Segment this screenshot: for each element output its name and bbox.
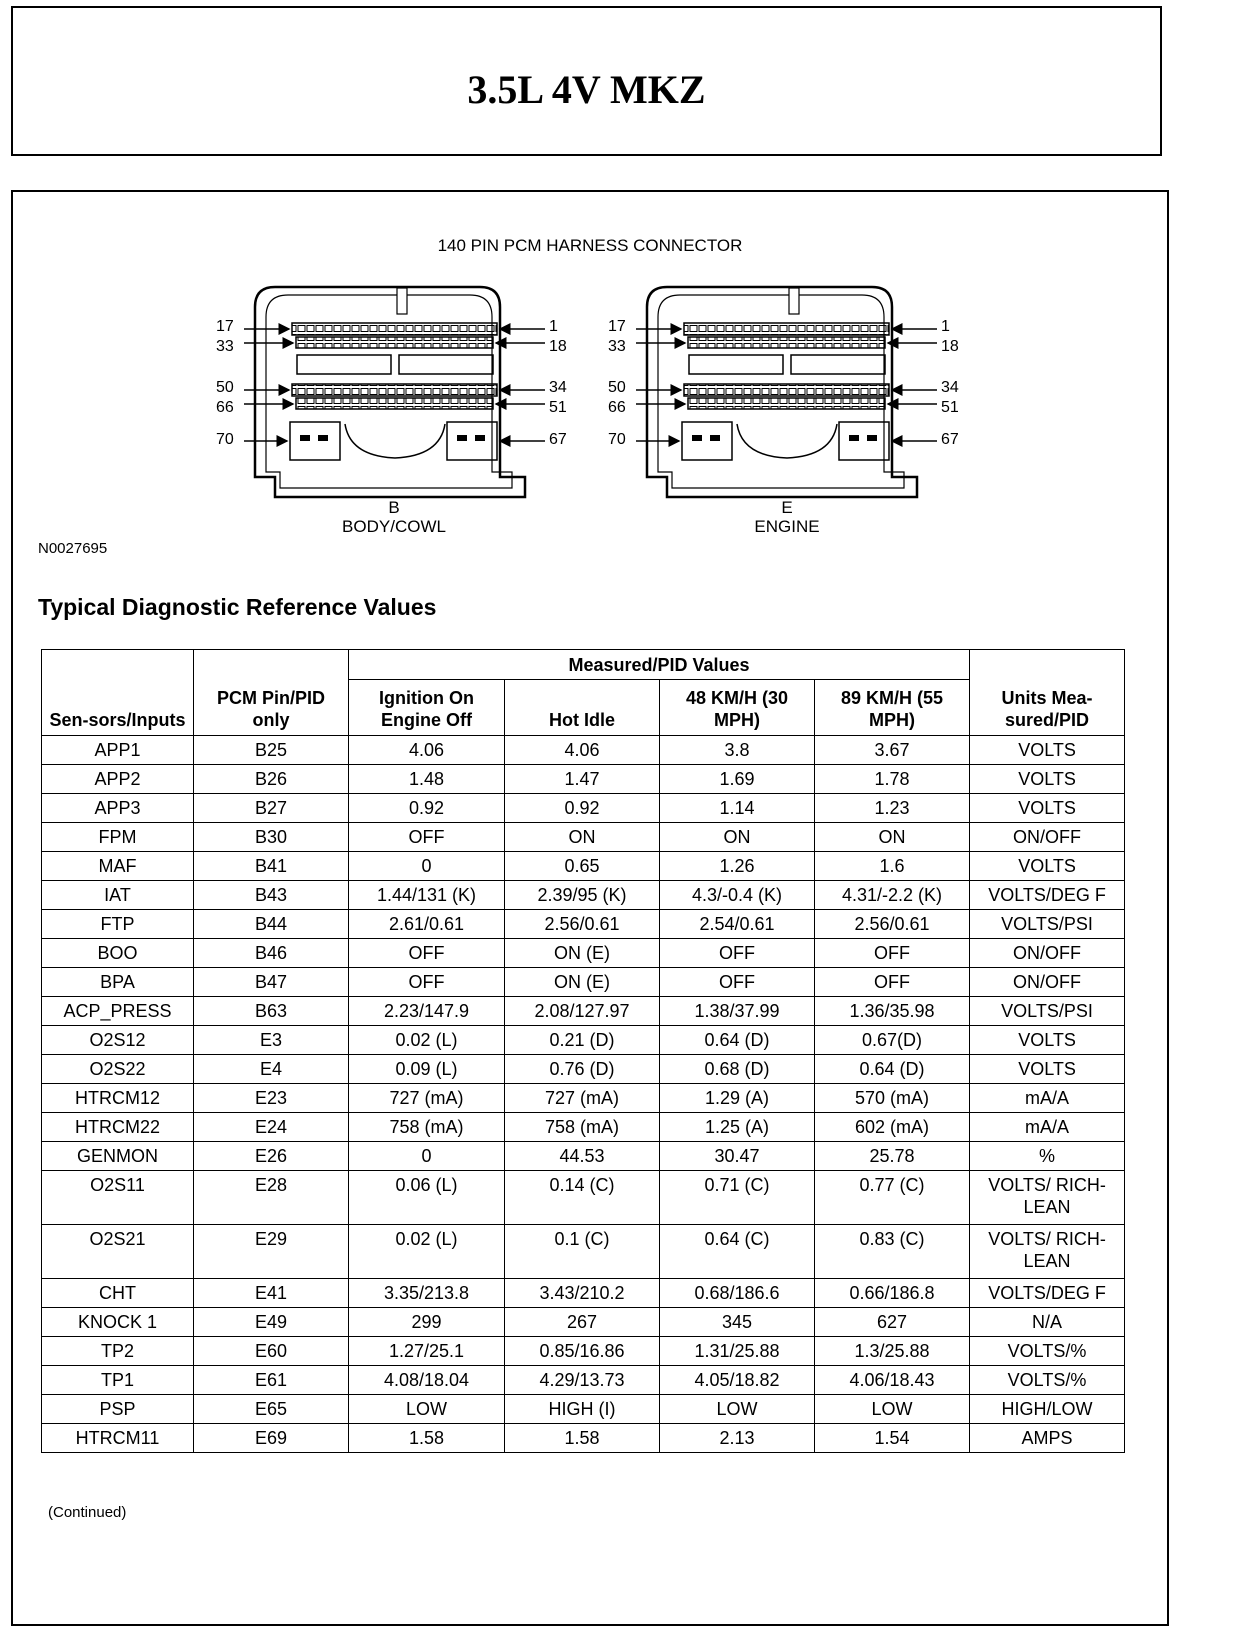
header-pcm-pin: PCM Pin/PID only [194, 650, 349, 736]
cell-sensor: KNOCK 1 [42, 1308, 194, 1337]
table-body [42, 736, 1125, 1453]
cell-hot-idle: 0.76 (D) [505, 1055, 660, 1084]
cell-89kmh: 25.78 [815, 1142, 970, 1171]
cell-ignition-on: 0.09 (L) [349, 1055, 505, 1084]
cell-48kmh: 2.13 [660, 1424, 815, 1453]
cell-pin: E41 [194, 1279, 349, 1308]
table-row [42, 881, 1125, 910]
cell-ignition-on: 299 [349, 1308, 505, 1337]
table-row [42, 1055, 1125, 1084]
pin-label: 34 [549, 379, 567, 396]
cell-units: VOLTS [970, 1026, 1125, 1055]
table-row [42, 823, 1125, 852]
cell-pin: B30 [194, 823, 349, 852]
cell-ignition-on: OFF [349, 823, 505, 852]
cell-ignition-on: 0 [349, 852, 505, 881]
pin-label: 50 [216, 379, 234, 396]
cell-pin: B27 [194, 794, 349, 823]
cell-units: % [970, 1142, 1125, 1171]
cell-sensor: BOO [42, 939, 194, 968]
cell-ignition-on: OFF [349, 939, 505, 968]
cell-pin: E3 [194, 1026, 349, 1055]
pin-label: 70 [216, 431, 234, 448]
cell-hot-idle: 0.14 (C) [505, 1171, 660, 1225]
cell-48kmh: 0.64 (C) [660, 1225, 815, 1279]
cell-sensor: HTRCM11 [42, 1424, 194, 1453]
cell-sensor: TP2 [42, 1337, 194, 1366]
cell-48kmh: 1.26 [660, 852, 815, 881]
cell-units: VOLTS/PSI [970, 910, 1125, 939]
cell-hot-idle: 0.92 [505, 794, 660, 823]
pin-label: 66 [216, 399, 234, 416]
cell-ignition-on: 0.02 (L) [349, 1026, 505, 1055]
cell-units: VOLTS/DEG F [970, 1279, 1125, 1308]
cell-pin: E60 [194, 1337, 349, 1366]
cell-48kmh: 1.69 [660, 765, 815, 794]
cell-48kmh: 2.54/0.61 [660, 910, 815, 939]
table-row [42, 1424, 1125, 1453]
cell-48kmh: 1.14 [660, 794, 815, 823]
table-row [42, 1279, 1125, 1308]
cell-pin: B25 [194, 736, 349, 765]
cell-pin: E61 [194, 1366, 349, 1395]
cell-hot-idle: 4.06 [505, 736, 660, 765]
cell-sensor: O2S22 [42, 1055, 194, 1084]
pin-label: 51 [941, 399, 959, 416]
page-title: 3.5L 4V MKZ [467, 67, 706, 112]
table-row [42, 1084, 1125, 1113]
pin-label: 33 [608, 338, 626, 355]
cell-89kmh: 1.23 [815, 794, 970, 823]
table-row [42, 794, 1125, 823]
cell-ignition-on: 0.02 (L) [349, 1225, 505, 1279]
cell-48kmh: 3.8 [660, 736, 815, 765]
cell-units: VOLTS/PSI [970, 997, 1125, 1026]
cell-units: VOLTS [970, 1055, 1125, 1084]
cell-hot-idle: 0.85/16.86 [505, 1337, 660, 1366]
cell-sensor: IAT [42, 881, 194, 910]
cell-hot-idle: ON [505, 823, 660, 852]
cell-89kmh: 1.6 [815, 852, 970, 881]
cell-sensor: HTRCM22 [42, 1113, 194, 1142]
cell-89kmh: 0.67(D) [815, 1026, 970, 1055]
cell-48kmh: 0.68 (D) [660, 1055, 815, 1084]
cell-ignition-on: 1.58 [349, 1424, 505, 1453]
header-units: Units Mea-sured/PID [970, 650, 1125, 736]
cell-ignition-on: 758 (mA) [349, 1113, 505, 1142]
cell-48kmh: 1.29 (A) [660, 1084, 815, 1113]
cell-89kmh: 570 (mA) [815, 1084, 970, 1113]
cell-sensor: O2S12 [42, 1026, 194, 1055]
table-row [42, 997, 1125, 1026]
pin-label: 1 [549, 318, 558, 335]
table-row [42, 1337, 1125, 1366]
cell-units: ON/OFF [970, 939, 1125, 968]
cell-sensor: O2S21 [42, 1225, 194, 1279]
table-row [42, 852, 1125, 881]
pin-label: 18 [549, 338, 567, 355]
cell-89kmh: OFF [815, 968, 970, 997]
cell-89kmh: OFF [815, 939, 970, 968]
pin-label: 1 [941, 318, 950, 335]
cell-hot-idle: 0.65 [505, 852, 660, 881]
cell-hot-idle: ON (E) [505, 968, 660, 997]
cell-hot-idle: 267 [505, 1308, 660, 1337]
header-89kmh: 89 KM/H (55 MPH) [815, 680, 970, 736]
connector-e-letter: E [781, 498, 793, 517]
cell-pin: B26 [194, 765, 349, 794]
cell-pin: E23 [194, 1084, 349, 1113]
cell-89kmh: 1.54 [815, 1424, 970, 1453]
cell-pin: B43 [194, 881, 349, 910]
cell-units: VOLTS/% [970, 1366, 1125, 1395]
pin-label: 18 [941, 338, 959, 355]
table-row [42, 1308, 1125, 1337]
cell-ignition-on: 0 [349, 1142, 505, 1171]
connector-e-name: ENGINE [754, 517, 820, 536]
connector-e-label [707, 498, 867, 536]
figure-id: N0027695 [38, 540, 108, 557]
cell-pin: B47 [194, 968, 349, 997]
cell-sensor: HTRCM12 [42, 1084, 194, 1113]
cell-sensor: APP3 [42, 794, 194, 823]
diagram-title: 140 PIN PCM HARNESS CONNECTOR [437, 236, 743, 255]
cell-89kmh: LOW [815, 1395, 970, 1424]
cell-hot-idle: HIGH (I) [505, 1395, 660, 1424]
cell-89kmh: 1.78 [815, 765, 970, 794]
cell-hot-idle: 44.53 [505, 1142, 660, 1171]
pin-label: 67 [941, 431, 959, 448]
cell-units: VOLTS/% [970, 1337, 1125, 1366]
cell-sensor: APP1 [42, 736, 194, 765]
cell-sensor: CHT [42, 1279, 194, 1308]
table-row [42, 1171, 1125, 1225]
cell-ignition-on: 4.06 [349, 736, 505, 765]
connector-engine-body-outline [636, 287, 937, 497]
connector-b-letter: B [388, 498, 400, 517]
cell-units: mA/A [970, 1084, 1125, 1113]
cell-89kmh: 4.06/18.43 [815, 1366, 970, 1395]
cell-sensor: FPM [42, 823, 194, 852]
cell-pin: E29 [194, 1225, 349, 1279]
cell-48kmh: LOW [660, 1395, 815, 1424]
cell-sensor: TP1 [42, 1366, 194, 1395]
cell-sensor: FTP [42, 910, 194, 939]
pin-label: 50 [608, 379, 626, 396]
cell-ignition-on: 4.08/18.04 [349, 1366, 505, 1395]
cell-units: VOLTS/ RICH-LEAN [970, 1225, 1125, 1279]
connector-b-label [314, 498, 474, 536]
cell-ignition-on: LOW [349, 1395, 505, 1424]
cell-ignition-on: 2.23/147.9 [349, 997, 505, 1026]
table-row [42, 1142, 1125, 1171]
cell-48kmh: 1.31/25.88 [660, 1337, 815, 1366]
cell-ignition-on: 1.48 [349, 765, 505, 794]
table-row [42, 1225, 1125, 1279]
cell-ignition-on: 1.27/25.1 [349, 1337, 505, 1366]
header-measured-pid-values: Measured/PID Values [349, 650, 970, 680]
pin-label: 67 [549, 431, 567, 448]
cell-hot-idle: 4.29/13.73 [505, 1366, 660, 1395]
cell-hot-idle: 2.39/95 (K) [505, 881, 660, 910]
cell-units: VOLTS [970, 765, 1125, 794]
cell-pin: B63 [194, 997, 349, 1026]
header-ignition-on: Ignition On Engine Off [349, 680, 505, 736]
cell-hot-idle: 758 (mA) [505, 1113, 660, 1142]
cell-hot-idle: 0.1 (C) [505, 1225, 660, 1279]
table-row [42, 1366, 1125, 1395]
pin-label: 66 [608, 399, 626, 416]
table-row [42, 968, 1125, 997]
cell-48kmh: 0.71 (C) [660, 1171, 815, 1225]
table-row [42, 1395, 1125, 1424]
connector-diagram [0, 0, 1248, 560]
cell-sensor: ACP_PRESS [42, 997, 194, 1026]
cell-hot-idle: ON (E) [505, 939, 660, 968]
cell-pin: B44 [194, 910, 349, 939]
table-row [42, 1026, 1125, 1055]
cell-89kmh: 0.77 (C) [815, 1171, 970, 1225]
cell-hot-idle: 1.47 [505, 765, 660, 794]
connector-body-outline [244, 287, 545, 497]
cell-48kmh: ON [660, 823, 815, 852]
cell-pin: E24 [194, 1113, 349, 1142]
cell-89kmh: 627 [815, 1308, 970, 1337]
cell-ignition-on: 3.35/213.8 [349, 1279, 505, 1308]
cell-hot-idle: 2.08/127.97 [505, 997, 660, 1026]
cell-pin: E4 [194, 1055, 349, 1084]
connector-b-name: BODY/COWL [342, 517, 446, 536]
header-hot-idle: Hot Idle [505, 680, 660, 736]
cell-units: HIGH/LOW [970, 1395, 1125, 1424]
cell-ignition-on: 0.92 [349, 794, 505, 823]
cell-48kmh: 0.68/186.6 [660, 1279, 815, 1308]
table-row [42, 736, 1125, 765]
cell-hot-idle: 1.58 [505, 1424, 660, 1453]
cell-units: AMPS [970, 1424, 1125, 1453]
cell-pin: B41 [194, 852, 349, 881]
cell-48kmh: 4.05/18.82 [660, 1366, 815, 1395]
header-48kmh: 48 KM/H (30 MPH) [660, 680, 815, 736]
cell-pin: E65 [194, 1395, 349, 1424]
cell-pin: E69 [194, 1424, 349, 1453]
cell-hot-idle: 727 (mA) [505, 1084, 660, 1113]
cell-48kmh: 1.25 (A) [660, 1113, 815, 1142]
cell-89kmh: 1.36/35.98 [815, 997, 970, 1026]
cell-pin: E28 [194, 1171, 349, 1225]
cell-89kmh: 2.56/0.61 [815, 910, 970, 939]
cell-89kmh: 4.31/-2.2 (K) [815, 881, 970, 910]
continued-note: (Continued) [48, 1504, 127, 1521]
cell-sensor: APP2 [42, 765, 194, 794]
cell-89kmh: 602 (mA) [815, 1113, 970, 1142]
cell-89kmh: 0.64 (D) [815, 1055, 970, 1084]
header-sensors-inputs: Sen-sors/Inputs [42, 650, 194, 736]
reference-values-table [41, 649, 1125, 1453]
cell-sensor: GENMON [42, 1142, 194, 1171]
cell-48kmh: 0.64 (D) [660, 1026, 815, 1055]
cell-48kmh: OFF [660, 939, 815, 968]
cell-units: VOLTS [970, 736, 1125, 765]
cell-sensor: MAF [42, 852, 194, 881]
section-title: Typical Diagnostic Reference Values [38, 594, 437, 620]
cell-units: VOLTS [970, 794, 1125, 823]
cell-hot-idle: 3.43/210.2 [505, 1279, 660, 1308]
cell-ignition-on: 0.06 (L) [349, 1171, 505, 1225]
cell-units: ON/OFF [970, 968, 1125, 997]
cell-89kmh: 1.3/25.88 [815, 1337, 970, 1366]
table-row [42, 910, 1125, 939]
connector-outlines [244, 287, 545, 497]
cell-48kmh: OFF [660, 968, 815, 997]
cell-48kmh: 345 [660, 1308, 815, 1337]
cell-pin: E26 [194, 1142, 349, 1171]
cell-ignition-on: 727 (mA) [349, 1084, 505, 1113]
cell-pin: B46 [194, 939, 349, 968]
cell-sensor: O2S11 [42, 1171, 194, 1225]
cell-pin: E49 [194, 1308, 349, 1337]
pin-label: 17 [216, 318, 234, 335]
cell-hot-idle: 2.56/0.61 [505, 910, 660, 939]
cell-hot-idle: 0.21 (D) [505, 1026, 660, 1055]
cell-units: ON/OFF [970, 823, 1125, 852]
table-row [42, 1113, 1125, 1142]
cell-units: VOLTS/DEG F [970, 881, 1125, 910]
cell-ignition-on: OFF [349, 968, 505, 997]
cell-sensor: BPA [42, 968, 194, 997]
pin-label: 17 [608, 318, 626, 335]
pin-label: 33 [216, 338, 234, 355]
cell-89kmh: 0.66/186.8 [815, 1279, 970, 1308]
cell-89kmh: 0.83 (C) [815, 1225, 970, 1279]
connector-engine-outline [636, 287, 937, 497]
cell-sensor: PSP [42, 1395, 194, 1424]
cell-48kmh: 1.38/37.99 [660, 997, 815, 1026]
cell-units: VOLTS [970, 852, 1125, 881]
table-row [42, 765, 1125, 794]
cell-48kmh: 4.3/-0.4 (K) [660, 881, 815, 910]
cell-units: VOLTS/ RICH-LEAN [970, 1171, 1125, 1225]
table-row [42, 939, 1125, 968]
cell-units: mA/A [970, 1113, 1125, 1142]
cell-ignition-on: 1.44/131 (K) [349, 881, 505, 910]
cell-89kmh: ON [815, 823, 970, 852]
cell-ignition-on: 2.61/0.61 [349, 910, 505, 939]
pin-label: 34 [941, 379, 959, 396]
pin-label: 70 [608, 431, 626, 448]
cell-48kmh: 30.47 [660, 1142, 815, 1171]
cell-units: N/A [970, 1308, 1125, 1337]
cell-89kmh: 3.67 [815, 736, 970, 765]
pin-label: 51 [549, 399, 567, 416]
